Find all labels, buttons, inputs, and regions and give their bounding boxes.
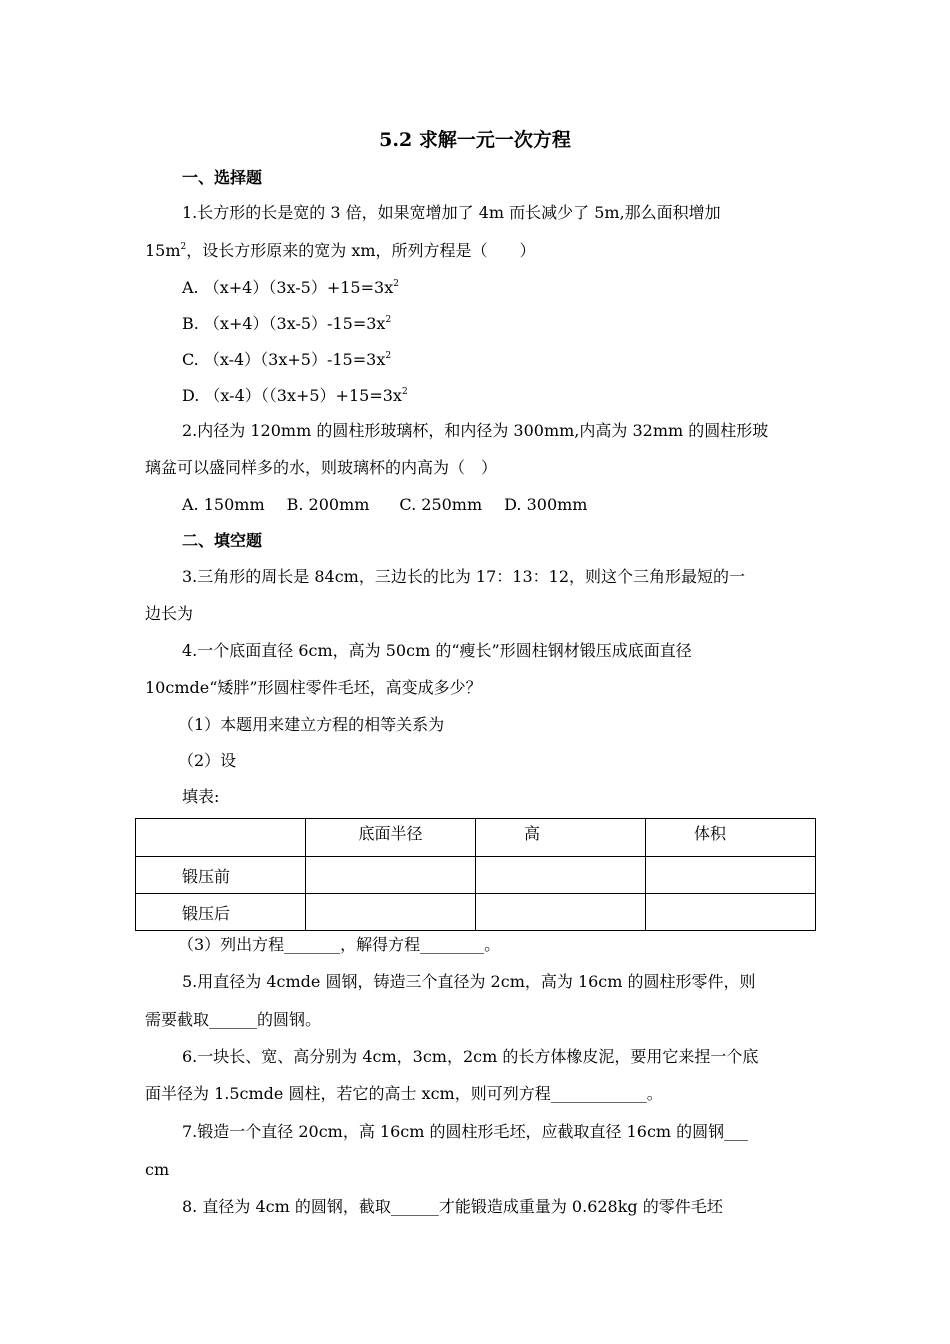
section-heading-fill: 二、填空题 bbox=[182, 531, 263, 550]
section-heading-choice: 一、选择题 bbox=[182, 168, 263, 187]
q4-sub3: （3）列出方程_______，解得方程________。 bbox=[178, 935, 501, 954]
q4-sub2: （2）设 bbox=[178, 751, 237, 770]
q1-option-a: A. $(x+4)(3x-5)+15=3x^2$ bbox=[182, 278, 399, 297]
q6-line2: 面半径为 1.5cmde 圆柱，若它的高士 xcm，则可列方程____________。 bbox=[145, 1084, 663, 1103]
q4-line1: 4.一个底面直径 6cm，高为 50cm 的“瘦长”形圆柱钢材锻压成底面直径 bbox=[182, 641, 692, 660]
fill-table bbox=[135, 818, 816, 931]
table-header-cell: 高 bbox=[476, 819, 646, 857]
table-row bbox=[136, 894, 816, 931]
q4-sub1: （1）本题用来建立方程的相等关系为 bbox=[178, 715, 445, 734]
q2-option-a: A. 150mm bbox=[182, 495, 265, 514]
table-cell bbox=[646, 857, 816, 894]
q2-line1: 2.内径为 120mm 的圆柱形玻璃杯，和内径为 300mm,内高为 32mm 的圆柱形玻 bbox=[182, 421, 769, 440]
q1-option-c: C. $(x-4)(3x+5)-15=3x^2$ bbox=[182, 350, 392, 369]
q6-line1: 6.一块长、宽、高分别为 4cm，3cm，2cm 的长方体橡皮泥，要用它来捏一个底 bbox=[182, 1047, 759, 1066]
table-header-cell: 底面半径 bbox=[306, 819, 476, 857]
table-header-cell bbox=[136, 819, 306, 857]
q3-line1: 3.三角形的周长是 84cm，三边长的比为 17：13：12，则这个三角形最短的一 bbox=[182, 567, 746, 586]
q8-line1: 8. 直径为 4cm 的圆钢，截取______才能锻造成重量为 0.628kg 的零件毛坯 bbox=[182, 1197, 723, 1216]
table-cell bbox=[306, 894, 476, 931]
q7-line1: 7.锻造一个直径 20cm，高 16cm 的圆柱形毛坯，应截取直径 16cm 的圆钢___ bbox=[182, 1122, 749, 1141]
page-title: 5.2 求解一元一次方程 bbox=[379, 129, 571, 151]
q3-line2: 边长为 bbox=[145, 604, 194, 623]
q1-option-b: B. $(x+4)(3x-5)-15=3x^2$ bbox=[182, 314, 392, 333]
q2-option-b: B. 200mm bbox=[286, 495, 370, 514]
q4-fill-label: 填表: bbox=[182, 787, 220, 806]
q2-line2: 璃盆可以盛同样多的水，则玻璃杯的内高为（ ） bbox=[145, 458, 498, 477]
table-row-label: 锻压前 bbox=[136, 857, 306, 894]
q1-option-d: D. $(x-4)((3x+5)+15=3x^2$ bbox=[182, 386, 408, 405]
q1-line2: $15m^2$，设长方形原来的宽为 xm，所列方程是（ ） bbox=[145, 241, 536, 260]
q7-line2: cm bbox=[145, 1160, 170, 1179]
q5-line1: 5.用直径为 4cmde 圆钢，铸造三个直径为 2cm，高为 16cm 的圆柱形零件，则 bbox=[182, 972, 756, 991]
table-row bbox=[136, 857, 816, 894]
table-cell bbox=[646, 894, 816, 931]
table-cell bbox=[476, 857, 646, 894]
q2-options bbox=[182, 495, 609, 515]
table-row-label: 锻压后 bbox=[136, 894, 306, 931]
q5-line2: 需要截取______的圆钢。 bbox=[145, 1010, 322, 1029]
q1-line1: 1.长方形的长是宽的 3 倍，如果宽增加了 4m 而长减少了 5m,那么面积增加 bbox=[182, 203, 721, 222]
table-header-cell: 体积 bbox=[646, 819, 816, 857]
table-header-row bbox=[136, 819, 816, 857]
q4-line2: 10cmde“矮胖”形圆柱零件毛坯，高变成多少？ bbox=[145, 678, 482, 697]
q2-option-d: D. 300mm bbox=[504, 495, 588, 514]
table-cell bbox=[306, 857, 476, 894]
table-cell bbox=[476, 894, 646, 931]
q2-option-c: C. 250mm bbox=[399, 495, 483, 514]
